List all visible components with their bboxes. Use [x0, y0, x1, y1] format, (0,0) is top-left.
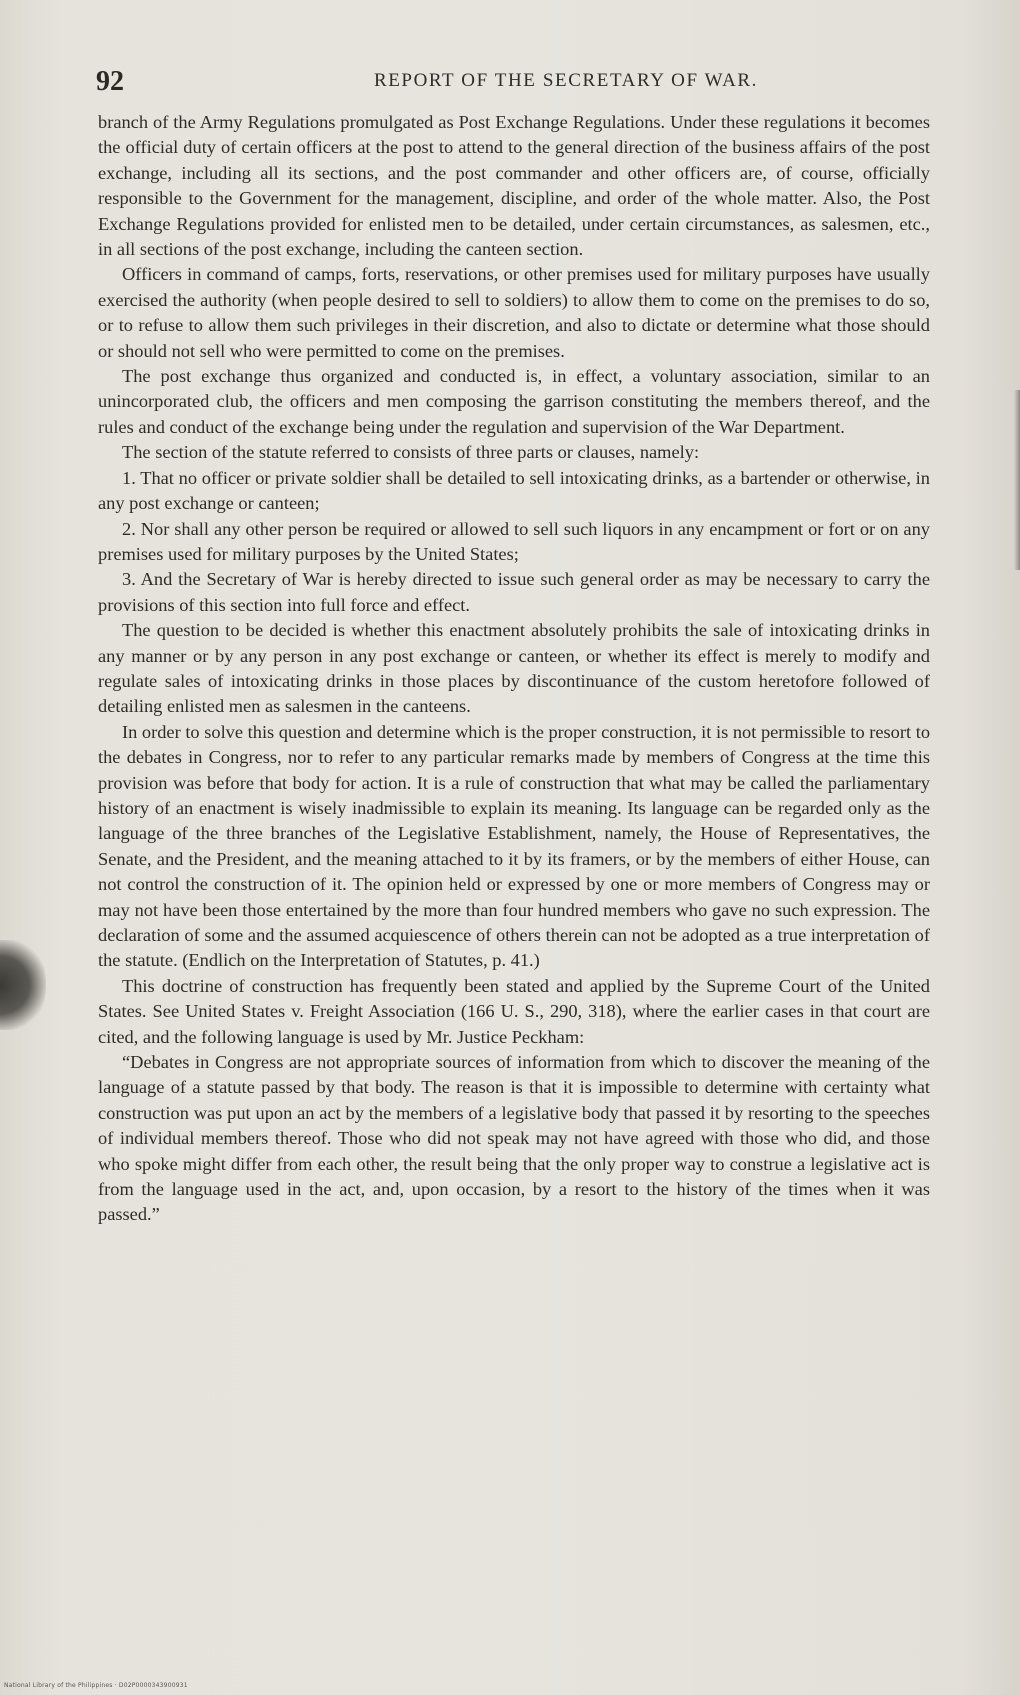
statute-clause: 2. Nor shall any other person be required or allowed to sell such liquors in any encampment or fort or on any premises used for military purposes by the United States;: [98, 518, 930, 564]
block-quote: “Debates in Congress are not appropriate sources of information from which to discover the meaning of the language of a statute passed by that body. The reason is that it is impossible to determine with certainty what construction was put upon an act by the members of a legislative body that passed it by resorting to the speeches of individual members thereof. Those who did not speak may not have agreed with those who did, and those who spoke might differ from each other, the result being that the only proper way to construe a legislative act is from the language used in the act, and, upon occasion, by a resort to the history of the times when it was passed.”: [98, 1052, 930, 1225]
page-header: [96, 66, 926, 106]
running-head: REPORT OF THE SECRETARY OF WAR.: [373, 70, 759, 91]
paragraph: In order to solve this question and determine which is the proper construction, it is not permissible to resort to the debates in Congress, nor to refer to any particular remarks made by members of Congress at the time this provision was before that body for action. It is a rule of construction that what may be called the parliamentary history of an enactment is wisely inadmissible to explain its meaning. Its language can be regarded only as the language of the three branches of the Legislative Establishment, namely, the House of Representatives, the Senate, and the President, and the meaning attached to it by its framers, or by the members of either House, can not control the construction of it. The opinion held or expressed by one or more members of Congress may or may not have been those entertained by the more than four hundred members who gave no such expression. The declaration of some and the assumed acquiescence of others therein can not be adopted as a true interpretation of the statute. (Endlich on the Interpretation of Statutes, p. 41.): [98, 721, 931, 971]
archive-stamp: National Library of the Philippines · D02P0000343900931: [4, 1682, 188, 1689]
paragraph: This doctrine of construction has frequently been stated and applied by the Supreme Court of the United States. See United States v. Freight Association (166 U. S., 290, 318), where the earlier cases in that court are cited, and the following language is used by Mr. Justice Peckham:: [98, 975, 930, 1047]
page-edge-shadow: [1014, 390, 1020, 570]
statute-clause: 3. And the Secretary of War is hereby directed to issue such general order as may be necessary to carry the provisions of this section into full force and effect.: [98, 569, 930, 615]
body-text: [98, 110, 930, 1228]
paragraph: The post exchange thus organized and conducted is, in effect, a voluntary association, similar to an unincorporated club, the officers and men composing the garrison constituting the members thereof, and the rules and conduct of the exchange being under the regulation and supervision of the War Department.: [98, 366, 930, 437]
page-number: 92: [96, 66, 124, 97]
paragraph: Officers in command of camps, forts, reservations, or other premises used for military purposes have usually exercised the authority (when people desired to sell to soldiers) to allow them to come on the premises to do so, or to refuse to allow them such privileges in their discretion, and also to dictate or determine what those should or should not sell who were permitted to come on the premises.: [98, 264, 930, 361]
thumb-shadow: [0, 940, 46, 1030]
paragraph: The section of the statute referred to consists of three parts or clauses, namely:: [122, 442, 700, 463]
paragraph: branch of the Army Regulations promulgated as Post Exchange Regulations. Under these regulations it becomes the official duty of certain officers at the post to attend to the general direction of the business affairs of the post exchange, including all its sections, and the post commander and other officers are, of course, officially responsible to the Government for the management, discipline, and order of the whole matter. Also, the Post Exchange Regulations provided for enlisted men to be detailed, under certain circumstances, as salesmen, etc., in all sections of the post exchange, including the canteen section.: [98, 112, 930, 260]
paragraph: The question to be decided is whether this enactment absolutely prohibits the sale of intoxicating drinks in any manner or by any person in any post exchange or canteen, or whether its effect is merely to modify and regulate sales of intoxicating drinks in those places by discontinuance of the custom heretofore followed of detailing enlisted men as salesmen in the canteens.: [98, 620, 930, 717]
statute-clause: 1. That no officer or private soldier shall be detailed to sell intoxicating drinks, as a bartender or otherwise, in any post exchange or canteen;: [98, 467, 930, 514]
